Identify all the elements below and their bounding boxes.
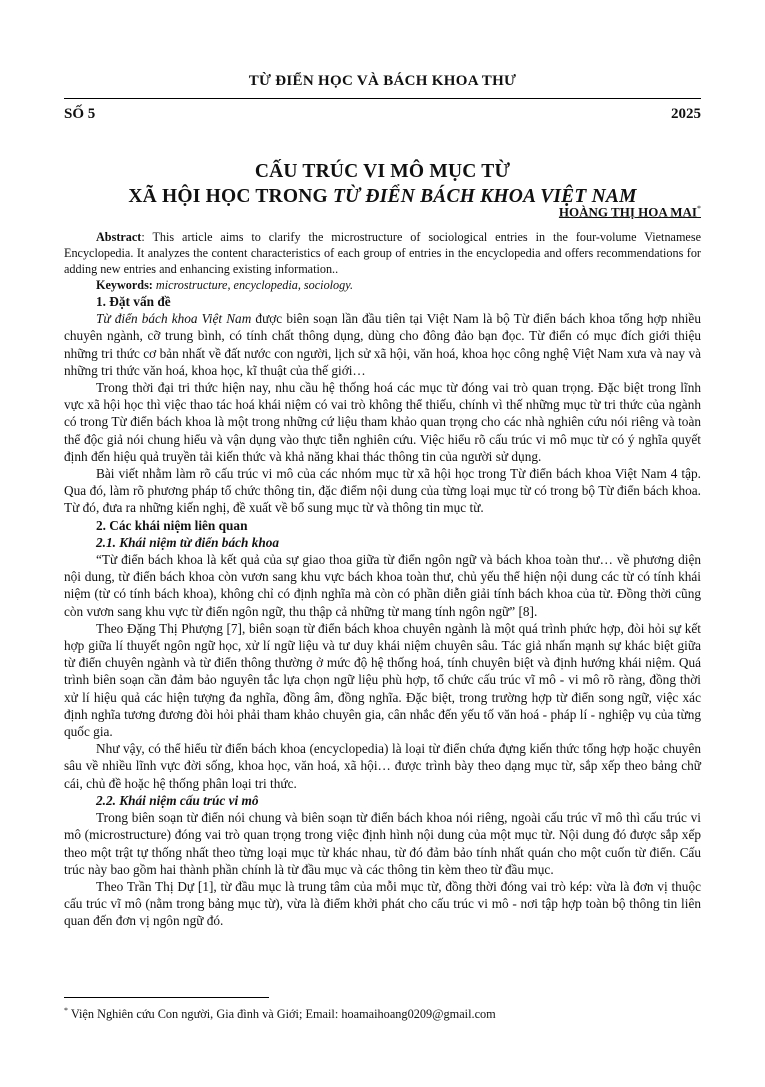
footnote-text: Viện Nghiên cứu Con người, Gia đình và Giới; Email: hoamaihoang0209@gmail.com (68, 1007, 496, 1022)
paragraph: Như vậy, có thể hiểu từ điển bách khoa (encyclopedia) là loại từ điển chứa đựng kiến thức tổng hợp hoặc chuyên sâu về nhiều lĩnh vực đời sống, khoa học, văn hoá, xã hội… được trình bày theo dạng mục từ, sắp xếp theo bảng chữ cái, chủ đề hoặc hệ thống phân loại tri thức. (64, 741, 701, 791)
abstract-label: Abstract (96, 230, 142, 244)
footnote (64, 1006, 496, 1022)
subsection-heading-2-2: 2.2. Khái niệm cấu trúc vi mô (96, 792, 259, 808)
keywords-label: Keywords: (96, 278, 153, 292)
issue-number: SỐ 5 (64, 106, 96, 122)
title-line-2-italic: TỪ ĐIỂN BÁCH KHOA VIỆT NAM (332, 186, 637, 207)
keywords (64, 277, 701, 293)
paragraph: “Từ điển bách khoa là kết quả của sự giao thoa giữa từ điển ngôn ngữ và bách khoa toàn thư… về phương diện nội dung, từ điển bách khoa còn vươn sang khu vực bách khoa toàn thư, chủ yếu thể hiện nội dung các từ có tính khái niệm (từ có tính bách khoa), không chỉ có định nghĩa mà còn có phần diễn giải tính bách khoa của từ. Đồng thời cũng còn vươn sang khu vực từ điển ngôn ngữ, thu thập cả những từ mang tính ngôn ngữ” [8]. (64, 552, 701, 619)
journal-running-head: TỪ ĐIỂN HỌC VÀ BÁCH KHOA THƯ (248, 73, 517, 89)
abstract-text: : This article aims to clarify the microstructure of sociological entries in the four-volume Vietnamese Encyclopedia. It analyzes the content characteristics of each group of entries in the encyclopedia and offers recommendations for adding new entries and enhancing existing information.. (64, 230, 701, 276)
abstract (64, 229, 701, 277)
subsection-heading-2-1: 2.1. Khái niệm từ điển bách khoa (96, 534, 280, 550)
footnote-rule (64, 997, 269, 998)
footnote-mark: * (64, 1006, 68, 1015)
author-name (559, 204, 701, 220)
header-rule (64, 98, 701, 99)
author-name-text: HOÀNG THỊ HOA MAI (558, 204, 697, 220)
section-heading-1: 1. Đặt vấn đề (96, 294, 171, 309)
article-title (64, 159, 701, 209)
paragraph: Bài viết nhằm làm rõ cấu trúc vi mô của các nhóm mục từ xã hội học trong Từ điển bách khoa Việt Nam 4 tập. Qua đó, làm rõ phương pháp tổ chức thông tin, đặc điểm nội dung của từng loại mục từ có trong bộ Từ điển bách khoa. Từ đó, đưa ra những kiến nghị, đề xuất về bổ sung mục từ và thông tin mục từ. (64, 466, 701, 516)
section-heading-2: 2. Các khái niệm liên quan (96, 517, 248, 533)
keywords-text: microstructure, encyclopedia, sociology. (152, 278, 354, 292)
paragraph: Theo Đặng Thị Phượng [7], biên soạn từ điển bách khoa chuyên ngành là một quá trình phức hợp, đòi hỏi sự kết hợp giữa lí thuyết ngôn ngữ học, xử lí ngữ liệu và tư duy khái niệm chuyên sâu. Tác giả nhấn mạnh sự khác biệt giữa từ điển chuyên ngành và từ điển thông thường ở mức độ hệ thống hoá, tính chuyên biệt và định hướng khái niệm. Quá trình biên soạn cần đảm bảo nguyên tắc lựa chọn ngữ liệu phù hợp, tổ chức cấu trúc vĩ mô - vi mô rõ ràng, đồng thời xử lí hiệu quả các hiện tượng đa nghĩa, đồng âm, đồng nghĩa. Đặc biệt, trong trường hợp từ điển song ngữ, việc xác định nghĩa tương đương đòi hỏi phải tham khảo chuyên gia, cân nhắc đến yếu tố văn hoá - pháp lí - nghiệp vụ của từng quốc gia. (64, 620, 701, 740)
paragraph-italic-lead: Từ điển bách khoa Việt Nam (96, 311, 252, 327)
title-line-1: CẤU TRÚC VI MÔ MỤC TỪ (254, 161, 511, 182)
article-body (64, 229, 701, 930)
issue-row (64, 106, 701, 123)
paragraph-text: được biên soạn lần đầu tiên tại Việt Nam là bộ Từ điển bách khoa tổng hợp nhiều chuyên ngành, cỡ trung bình, có tính chất thông dụng, dùng cho đông đảo bạn đọc. Từ điển có mục đích giới thiệu những tri thức cơ bản nhất về đất nước con người, lịch sử xã hội, văn hoá, khoa học công nghệ Việt Nam xưa và nay và những tri thức văn hoá, khoa học, kĩ thuật của thế giới… (64, 311, 701, 378)
paragraph (64, 310, 701, 379)
issue-year: 2025 (671, 106, 701, 122)
paragraph: Trong thời đại tri thức hiện nay, nhu cầu hệ thống hoá các mục từ đóng vai trò quan trọng. Đặc biệt trong lĩnh vực xã hội học thì việc thao tác hoá khái niệm có vai trò không thể thiếu, chính vì thế những mục từ tri thức của ngành có trong Từ điển bách khoa là một trong những cứ liệu tham khảo quan trọng cho các nhà nghiên cứu nói riêng và toàn thể độc giả nói chung hiểu và vận dụng vào thực tiễn nghiên cứu. Việc hiểu rõ cấu trúc vi mô mục từ có ý nghĩa quyết định đến hiệu quả truyền tải kiến thức và khả năng khai thác thông tin của người sử dụng. (64, 380, 701, 464)
paragraph: Theo Trần Thị Dự [1], từ đầu mục là trung tâm của mỗi mục từ, đồng thời đóng vai trò kép: vừa là đơn vị thuộc cấu trúc vĩ mô (nằm trong bảng mục từ), vừa là điểm khởi phát cho cấu trúc vi mô - nơi tập hợp toàn bộ thông tin liên quan đến đơn vị ngôn ngữ đó. (64, 878, 701, 929)
author-footnote-mark: * (697, 204, 701, 213)
title-line-2-prefix: XÃ HỘI HỌC TRONG (128, 186, 333, 207)
paragraph: Trong biên soạn từ điển nói chung và biên soạn từ điển bách khoa nói riêng, ngoài cấu trúc vĩ mô thì cấu trúc vi mô (microstructure) đóng vai trò quan trọng trong việc định hình nội dung của một mục từ. Nội dung đó được sắp xếp theo một trật tự thống nhất theo từng loại mục từ khác nhau, từ đó đảm bảo tính nhất quán cho một cuốn từ điển. Cấu trúc này bao gồm hai thành phần chính là từ đầu mục và các thông tin kèm theo từ đầu mục. (64, 810, 701, 877)
